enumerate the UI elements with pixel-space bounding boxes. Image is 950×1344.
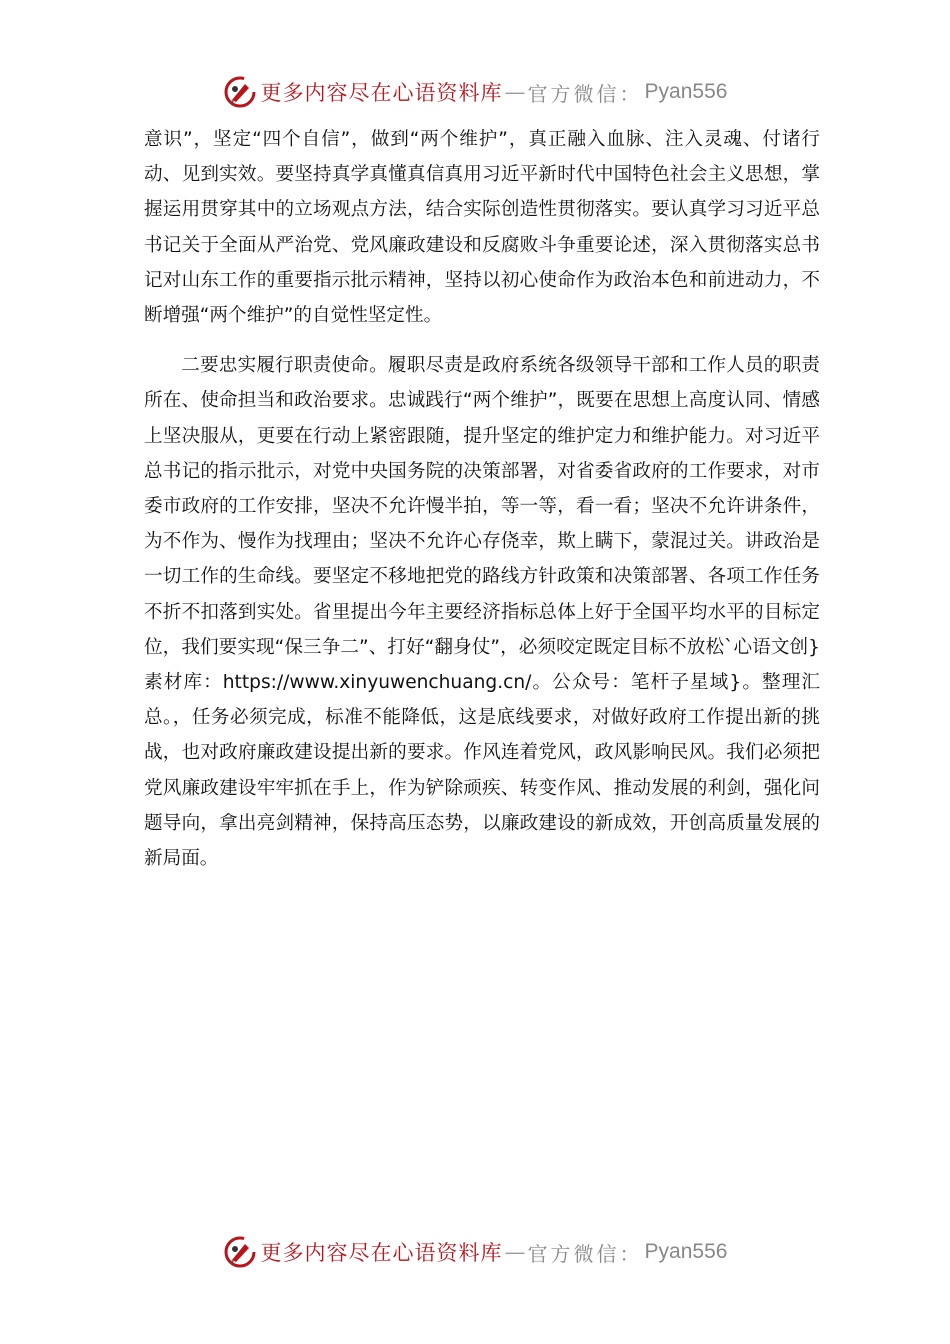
footer-brand-text: 更多内容尽在心语资料库 xyxy=(260,1241,503,1265)
pen-nib-logo-icon xyxy=(223,75,257,109)
paragraph-1: 意识”，坚定“四个自信”，做到“两个维护”，真正融入血脉、注入灵魂、付诸行动、见到实效。要坚持真学真懂真信真用习近平新时代中国特色社会主义思想，掌握运用贯穿其中的立场观点方法，结合实际创造性贯彻落实。要认真学习习近平总书记关于全面从严治党、党风廉政建设和反腐败斗争重要论述，深入贯彻落实总书记对山东工作的重要指示批示精神，坚持以初心使命作为政治本色和前进动力，不断增强“两个维护”的自觉性坚定性。 xyxy=(144,129,820,327)
footer-banner xyxy=(0,1230,950,1274)
footer-wechat-account: Pyan556 xyxy=(644,1240,728,1263)
footer-separator: — xyxy=(504,1240,526,1264)
header-wechat-account: Pyan556 xyxy=(644,80,728,103)
footer-wechat-label: 官方微信： xyxy=(527,1241,643,1266)
document-body xyxy=(144,122,820,876)
pen-nib-logo-icon xyxy=(223,1235,257,1269)
header-brand-text: 更多内容尽在心语资料库 xyxy=(260,81,503,105)
header-wechat-label: 官方微信： xyxy=(527,81,643,106)
header-banner xyxy=(0,70,950,114)
header-separator: — xyxy=(504,80,526,104)
paragraph-2: 二要忠实履行职责使命。履职尽责是政府系统各级领导干部和工作人员的职责所在、使命担当和政治要求。忠诚践行“两个维护”，既要在思想上高度认同、情感上坚决服从，更要在行动上紧密跟随，提升坚定的维护定力和维护能力。对习近平总书记的指示批示，对党中央国务院的决策部署，对省委省政府的工作要求，对市委市政府的工作安排，坚决不允许慢半拍，等一等，看一看；坚决不允许讲条件，为不作为、慢作为找理由；坚决不允许心存侥幸，欺上瞒下，蒙混过关。讲政治是一切工作的生命线。要坚定不移地把党的路线方针政策和决策部署、各项工作任务不折不扣落到实处。省里提出今年主要经济指标总体上好于全国平均水平的目标定位，我们要实现“保三争二”、打好“翻身仗”，必须咬定既定目标不放松`心语文创}素材库：https://www.xinyuwenchuang.cn/。公众号：笔杆子星域}。整理汇总。，任务必须完成，标准不能降低，这是底线要求，对做好政府工作提出新的挑战，也对政府廉政建设提出新的要求。作风连着党风，政风影响民风。我们必须把党风廉政建设牢牢抓在手上，作为铲除顽疾、转变作风、推动发展的利剑，强化问题导向，拿出亮剑精神，保持高压态势，以廉政建设的新成效，开创高质量发展的新局面。 xyxy=(144,355,820,870)
